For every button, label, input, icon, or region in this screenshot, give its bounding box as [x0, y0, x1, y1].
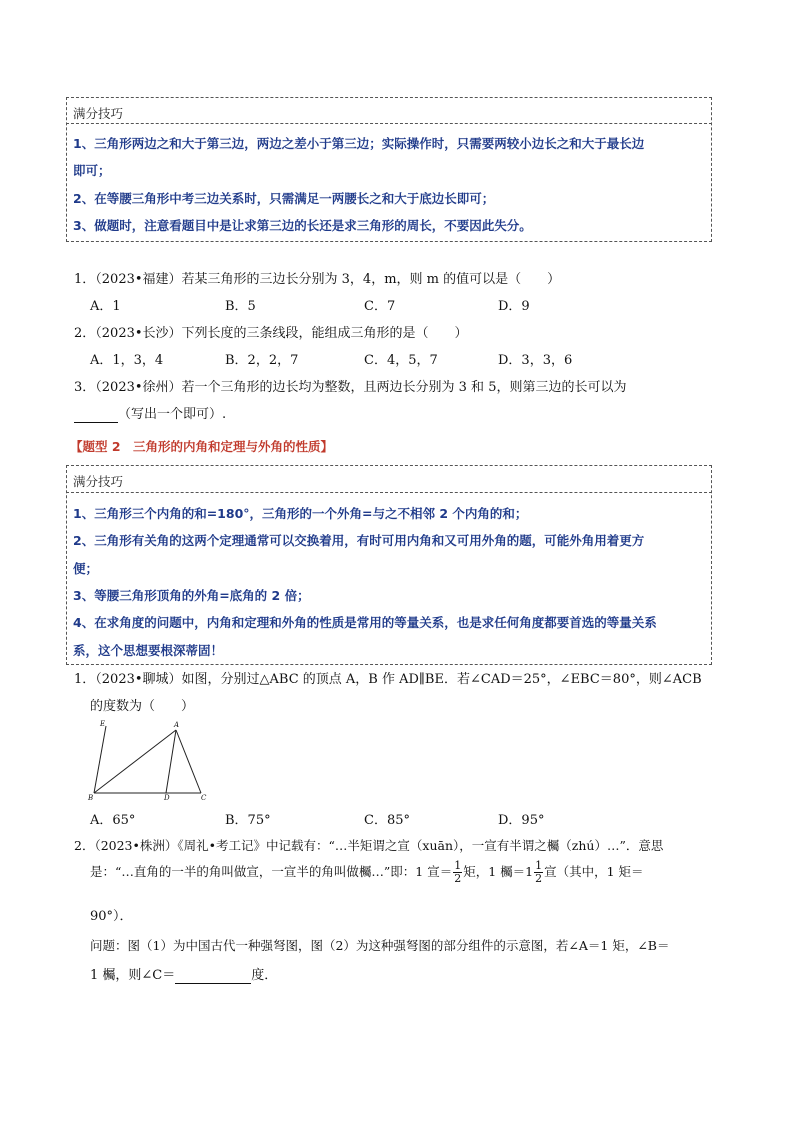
question-4-option-d: D．95° [498, 813, 545, 828]
label-a: A [174, 721, 180, 729]
question-1-option-d: D．9 [498, 299, 530, 314]
question-3-stem: 3．（2023•徐州）若一个三角形的边长均为整数，且两边长分别为 3 和 5，则第三边的长可以为 [74, 380, 627, 395]
tip-box-1-line-3: 2、在等腰三角形中考三边关系时，只需满足一两腰长之和大于底边长即可； [73, 191, 495, 206]
question-3-stem-tail: （写出一个即可）. [118, 407, 227, 422]
label-c: C [201, 794, 207, 802]
question-4-stem: 1．（2023•聊城）如图，分别过△ABC 的顶点 A，B 作 AD∥BE．若∠CAD＝25°，∠EBC＝80°，则∠ACB [74, 672, 702, 687]
fraction-a-denominator: 2 [454, 872, 462, 885]
question-5-line-5 [90, 964, 277, 984]
segment-be [94, 726, 106, 793]
question-5-line-2-part-b: 矩，1 欘＝1 [463, 864, 534, 879]
question-5-line-2 [90, 860, 644, 885]
question-4-option-a: A．65° [90, 813, 136, 828]
triangle-figure [84, 716, 216, 802]
tip-box-1 [66, 97, 712, 242]
question-3-answer-blank[interactable] [74, 407, 118, 423]
question-2-option-c: C．4，5，7 [364, 353, 438, 368]
segment-ac [176, 730, 201, 793]
question-5-line-2-part-a: 是：“…直角的一半的角叫做宣，一宣半的角叫做欘…”即：1 宣＝ [90, 864, 453, 879]
question-2-option-b: B．2，2，7 [225, 353, 299, 368]
tip-box-2-divider [66, 492, 712, 493]
question-5-line-5-part-a: 1 欘，则∠C＝ [90, 968, 176, 983]
label-b: B [88, 794, 94, 802]
question-1-option-c: C．7 [364, 299, 396, 314]
question-5-line-5-part-b: 度． [251, 968, 278, 983]
tip-box-2-line-6: 系，这个思想要根深蒂固！ [73, 643, 224, 658]
fraction-b-denominator: 2 [535, 872, 543, 885]
tip-box-2 [66, 465, 712, 665]
question-4-option-b: B．75° [225, 813, 271, 828]
tip-box-1-line-1: 1、三角形两边之和大于第三边，两边之差小于第三边；实际操作时，只需要两较小边长之和大于最长边 [73, 136, 645, 151]
fraction-b-numerator: 1 [535, 859, 543, 872]
tip-box-2-title: 满分技巧 [73, 474, 124, 489]
label-e: E [100, 720, 106, 728]
tip-box-2-line-3: 便； [73, 561, 99, 576]
fraction-one-half-b [534, 860, 543, 885]
tip-box-2-line-5: 4、在求角度的问题中，内角和定理和外角的性质是常用的等量关系，也是求任何角度都要首选的等量关系 [73, 615, 657, 630]
question-5-line-1: 2．（2023•株洲）《周礼•考工记》中记载有：“…半矩谓之宣（xuān），一宣有半谓之欘（zhú）…”．意思 [74, 838, 664, 853]
fraction-one-half-a [453, 860, 462, 885]
tip-box-1-line-2: 即可； [73, 163, 111, 178]
fraction-a-numerator: 1 [454, 859, 462, 872]
question-2-stem: 2．（2023•长沙）下列长度的三条线段，能组成三角形的是（ ） [74, 326, 468, 341]
question-1-option-b: B．5 [225, 299, 256, 314]
tip-box-1-divider [66, 123, 712, 124]
question-1-stem: 1．（2023•福建）若某三角形的三边长分别为 3，4，m，则 m 的值可以是（ ） [74, 272, 561, 287]
tip-box-1-title: 满分技巧 [73, 106, 124, 121]
tip-box-2-line-4: 3、等腰三角形顶角的外角=底角的 2 倍； [73, 588, 310, 603]
section-2-title: 【题型 2 三角形的内角和定理与外角的性质】 [70, 439, 334, 454]
segment-ad [166, 730, 176, 793]
label-d: D [164, 794, 170, 802]
tip-box-2-line-2: 2、三角形有关角的这两个定理通常可以交换着用，有时可用内角和又可用外角的题，可能外角用着更方 [73, 533, 645, 548]
question-5-line-3: 90°）． [90, 909, 133, 924]
question-4-option-c: C．85° [364, 813, 410, 828]
question-5-line-4: 问题：图（1）为中国古代一种强弩图，图（2）为这种强弩图的部分组件的示意图，若∠A＝1 矩，∠B＝ [90, 938, 670, 953]
tip-box-2-line-1: 1、三角形三个内角的和=180°，三角形的一个外角=与之不相邻 2 个内角的和； [73, 506, 528, 521]
question-4-stem-line-2: 的度数为（ ） [90, 699, 195, 714]
segment-ba [94, 730, 176, 793]
question-2-option-d: D．3，3，6 [498, 353, 573, 368]
tip-box-1-line-4: 3、做题时，注意看题目中是让求第三边的长还是求三角形的周长，不要因此失分。 [73, 218, 532, 233]
question-3-stem-line-2 [74, 403, 226, 423]
question-5-line-2-part-c: 宣（其中，1 矩＝ [544, 864, 644, 879]
question-2-option-a: A．1，3，4 [90, 353, 164, 368]
question-1-option-a: A．1 [90, 299, 121, 314]
question-5-answer-blank[interactable] [175, 968, 251, 984]
